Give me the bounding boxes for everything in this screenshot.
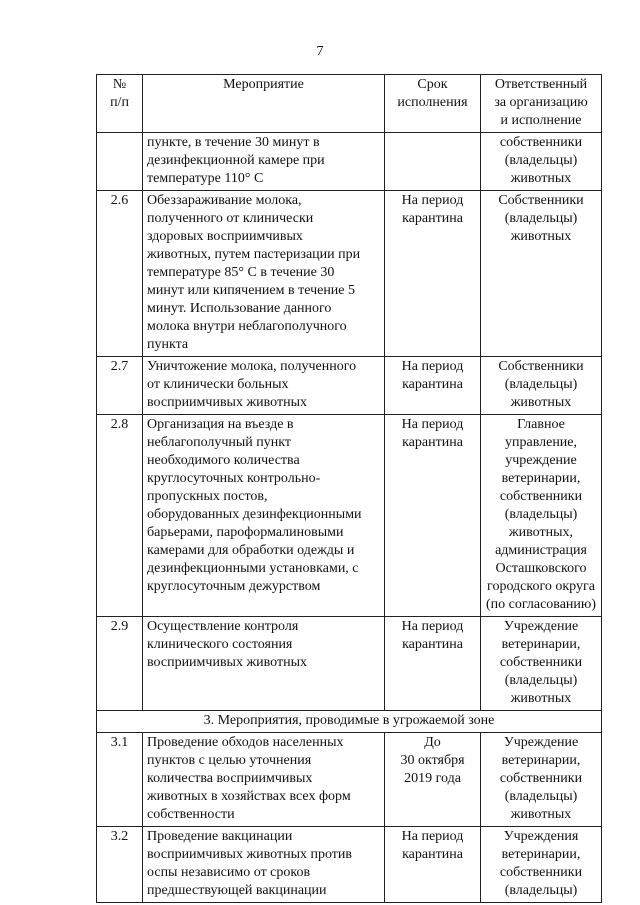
row-measure: Обеззараживание молока, полученного от клинически здоровых восприимчивых животных, путем пастеризации при температуре 85° С в течение 30 минут или кипячением в течение 5 минут. Использование данного молока внутри неблагополучного пункта	[143, 191, 385, 357]
row-responsible: Главное управление, учреждение ветеринарии, собственники (владельцы) животных, администрация Осташковского городского округа (по согласованию)	[481, 415, 602, 617]
row-num: 2.6	[97, 191, 143, 357]
row-deadline: На период карантина	[385, 357, 481, 415]
row-responsible: Учреждения ветеринарии, собственники (владельцы)	[481, 827, 602, 903]
table-row	[97, 133, 602, 191]
page-number: 7	[316, 44, 324, 59]
table-row	[97, 733, 602, 827]
row-num: 2.7	[97, 357, 143, 415]
row-num: 2.9	[97, 617, 143, 711]
row-deadline: На период карантина	[385, 617, 481, 711]
row-measure: Организация на въезде в неблагополучный пункт необходимого количества круглосуточных контрольно- пропускных постов, оборудованных дезинфекционными барьерами, пароформалиновыми камерами для обработки одежды и дезинфекционными установками, с круглосуточным дежурством	[143, 415, 385, 617]
table-row	[97, 191, 602, 357]
row-measure: пункте, в течение 30 минут в дезинфекционной камере при температуре 110° С	[143, 133, 385, 191]
row-measure: Уничтожение молока, полученного от клинически больных восприимчивых животных	[143, 357, 385, 415]
row-measure: Проведение вакцинации восприимчивых животных против оспы независимо от сроков предшествующей вакцинации	[143, 827, 385, 903]
row-num	[97, 133, 143, 191]
row-responsible: Учреждение ветеринарии, собственники (владельцы) животных	[481, 617, 602, 711]
row-deadline: На период карантина	[385, 827, 481, 903]
table-row	[97, 827, 602, 903]
measures-table	[96, 74, 602, 903]
row-responsible: Собственники (владельцы) животных	[481, 357, 602, 415]
row-measure: Осуществление контроля клинического состояния восприимчивых животных	[143, 617, 385, 711]
row-responsible: Собственники (владельцы) животных	[481, 191, 602, 357]
table-header-row	[97, 75, 602, 133]
row-responsible: Учреждение ветеринарии, собственники (владельцы) животных	[481, 733, 602, 827]
row-deadline	[385, 133, 481, 191]
row-measure: Проведение обходов населенных пунктов с целью уточнения количества восприимчивых животных в хозяйствах всех форм собственности	[143, 733, 385, 827]
row-deadline: На период карантина	[385, 191, 481, 357]
header-measure: Мероприятие	[143, 75, 385, 133]
section-title: 3. Мероприятия, проводимые в угрожаемой зоне	[97, 711, 602, 733]
row-responsible: собственники (владельцы) животных	[481, 133, 602, 191]
section-heading-row	[97, 711, 602, 733]
table-row	[97, 415, 602, 617]
table-row	[97, 617, 602, 711]
row-num: 3.1	[97, 733, 143, 827]
header-deadline: Срок исполнения	[385, 75, 481, 133]
table-row	[97, 357, 602, 415]
header-responsible: Ответственный за организацию и исполнение	[481, 75, 602, 133]
row-num: 2.8	[97, 415, 143, 617]
header-num: № п/п	[97, 75, 143, 133]
row-deadline: До 30 октября 2019 года	[385, 733, 481, 827]
row-num: 3.2	[97, 827, 143, 903]
row-deadline: На период карантина	[385, 415, 481, 617]
